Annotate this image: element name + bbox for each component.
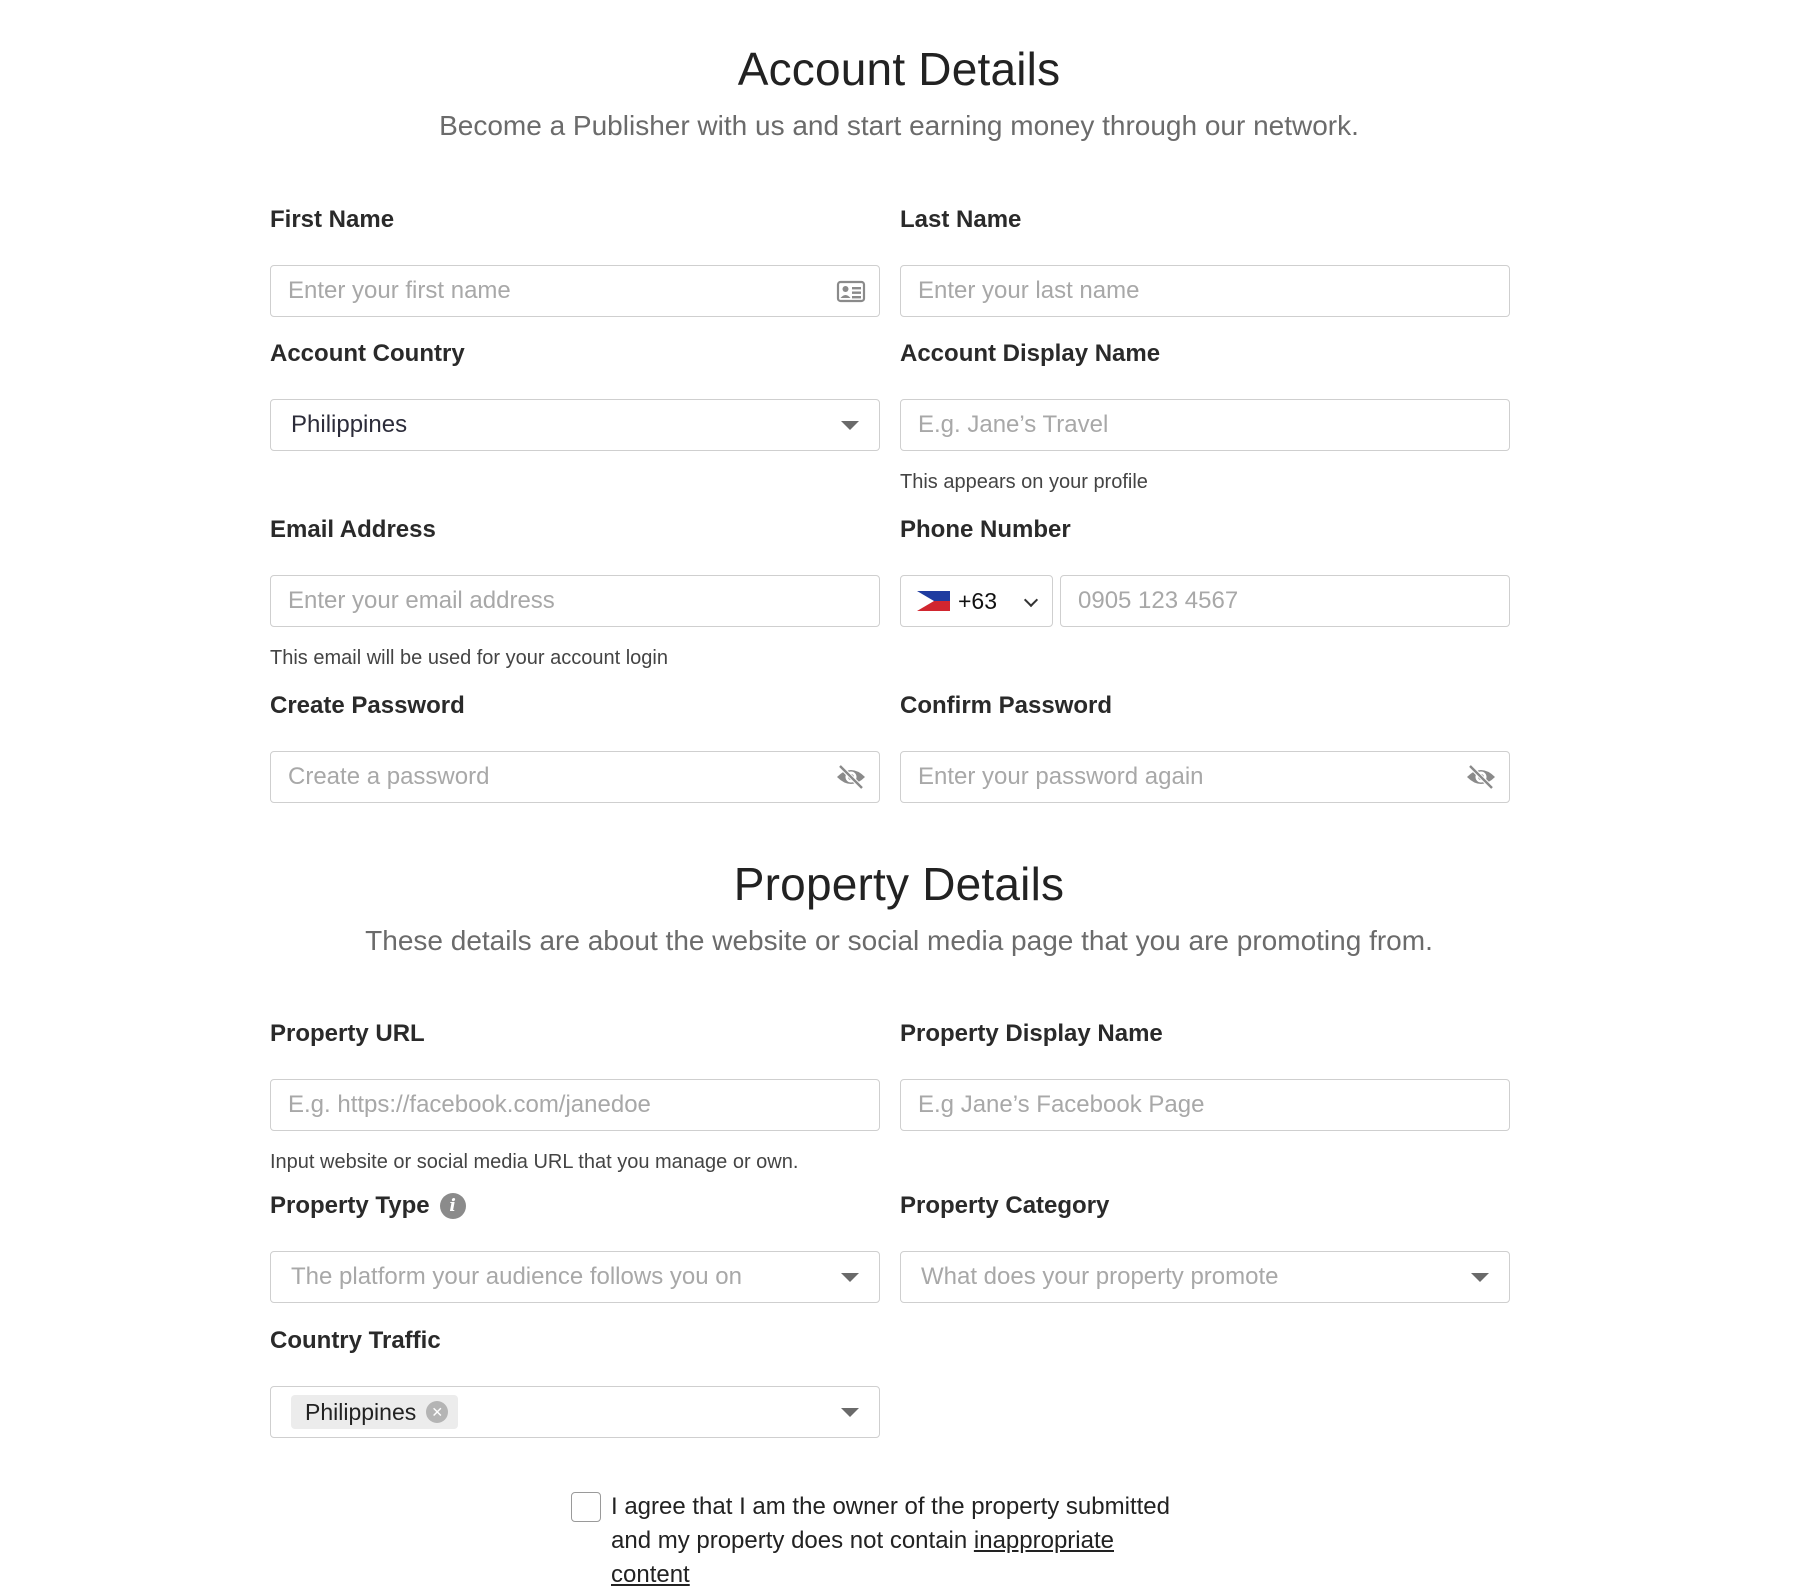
create-password-field: [270, 689, 880, 803]
account-details-title: Account Details: [737, 43, 1061, 95]
property-display-name-placeholder: E.g Jane’s Facebook Page: [918, 1091, 1205, 1118]
property-type-placeholder: The platform your audience follows you on: [291, 1263, 742, 1290]
last-name-label: Last Name: [900, 206, 1022, 233]
country-traffic-select[interactable]: [270, 1386, 880, 1438]
property-url-placeholder: E.g. https://facebook.com/janedoe: [288, 1091, 651, 1118]
philippines-flag-icon: [917, 591, 950, 611]
first-name-input[interactable]: [270, 265, 880, 317]
caret-down-icon: [841, 1408, 859, 1417]
first-name-field: [270, 203, 880, 317]
property-url-label: Property URL: [270, 1020, 425, 1047]
property-display-name-field: [900, 1017, 1510, 1131]
property-url-input[interactable]: [270, 1079, 880, 1131]
phone-number-placeholder: 0905 123 4567: [1078, 587, 1239, 614]
eye-off-icon[interactable]: [835, 763, 867, 791]
info-icon[interactable]: i: [440, 1193, 466, 1219]
account-display-name-helper: This appears on your profile: [900, 471, 1148, 493]
last-name-field: [900, 203, 1510, 317]
create-password-label: Create Password: [270, 692, 465, 719]
phone-number-input[interactable]: [1060, 575, 1510, 627]
email-field: [270, 513, 880, 670]
country-traffic-label: Country Traffic: [270, 1327, 441, 1354]
first-name-label: First Name: [270, 206, 395, 233]
confirm-password-placeholder: Enter your password again: [918, 763, 1204, 790]
last-name-placeholder: Enter your last name: [918, 277, 1140, 304]
agreement-row: [571, 1490, 1191, 1592]
last-name-input[interactable]: [900, 265, 1510, 317]
country-traffic-field: [270, 1324, 880, 1438]
phone-field: [900, 513, 1510, 627]
caret-down-icon: [841, 421, 859, 430]
property-details-subtitle: These details are about the website or social media page that you are promoting from.: [365, 925, 1433, 956]
property-display-name-label: Property Display Name: [900, 1020, 1163, 1047]
agreement-checkbox[interactable]: [571, 1492, 601, 1522]
phone-country-code: +63: [958, 587, 998, 614]
country-chip: [291, 1395, 458, 1429]
create-password-input[interactable]: [270, 751, 880, 803]
property-type-field: [270, 1189, 880, 1303]
agreement-text: [611, 1490, 1191, 1592]
eye-off-icon[interactable]: [1465, 763, 1497, 791]
property-category-field: [900, 1189, 1510, 1303]
property-category-select[interactable]: [900, 1251, 1510, 1303]
account-display-name-input[interactable]: [900, 399, 1510, 451]
first-name-placeholder: Enter your first name: [288, 277, 511, 304]
property-type-label-row: [270, 1189, 880, 1223]
property-details-title: Property Details: [733, 858, 1065, 910]
remove-chip-icon[interactable]: ✕: [426, 1401, 448, 1423]
account-country-field: [270, 337, 880, 451]
property-category-label: Property Category: [900, 1192, 1110, 1219]
contact-card-icon: [835, 277, 867, 305]
property-type-label: Property Type: [270, 1192, 430, 1219]
property-url-field: [270, 1017, 880, 1174]
caret-down-icon: [1471, 1273, 1489, 1282]
account-details-header: [0, 42, 1798, 142]
confirm-password-field: [900, 689, 1510, 803]
property-category-placeholder: What does your property promote: [921, 1263, 1279, 1290]
property-type-select[interactable]: [270, 1251, 880, 1303]
caret-down-icon: [841, 1273, 859, 1282]
email-label: Email Address: [270, 516, 436, 543]
account-display-name-field: [900, 337, 1510, 494]
property-url-helper: Input website or social media URL that you manage or own.: [270, 1151, 799, 1173]
phone-label: Phone Number: [900, 516, 1071, 543]
country-chip-label: Philippines: [305, 1398, 417, 1425]
account-country-label: Account Country: [270, 340, 465, 367]
confirm-password-label: Confirm Password: [900, 692, 1113, 719]
account-display-name-label: Account Display Name: [900, 340, 1161, 367]
property-display-name-input[interactable]: [900, 1079, 1510, 1131]
email-input[interactable]: [270, 575, 880, 627]
email-helper: This email will be used for your account login: [270, 647, 668, 669]
email-placeholder: Enter your email address: [288, 587, 555, 614]
phone-country-code-select[interactable]: [900, 575, 1053, 627]
property-details-header: [0, 857, 1798, 957]
agreement-statement: I agree that I am the owner of the property submitted and my property does not contain: [611, 1493, 1170, 1554]
confirm-password-input[interactable]: [900, 751, 1510, 803]
account-country-select[interactable]: [270, 399, 880, 451]
account-country-value: Philippines: [291, 411, 408, 438]
create-password-placeholder: Create a password: [288, 763, 490, 790]
account-details-subtitle: Become a Publisher with us and start earning money through our network.: [439, 110, 1359, 141]
inappropriate-content-link[interactable]: inappropriate content: [611, 1527, 1114, 1588]
account-display-name-placeholder: E.g. Jane’s Travel: [918, 411, 1109, 438]
chevron-down-icon: [1024, 593, 1038, 607]
